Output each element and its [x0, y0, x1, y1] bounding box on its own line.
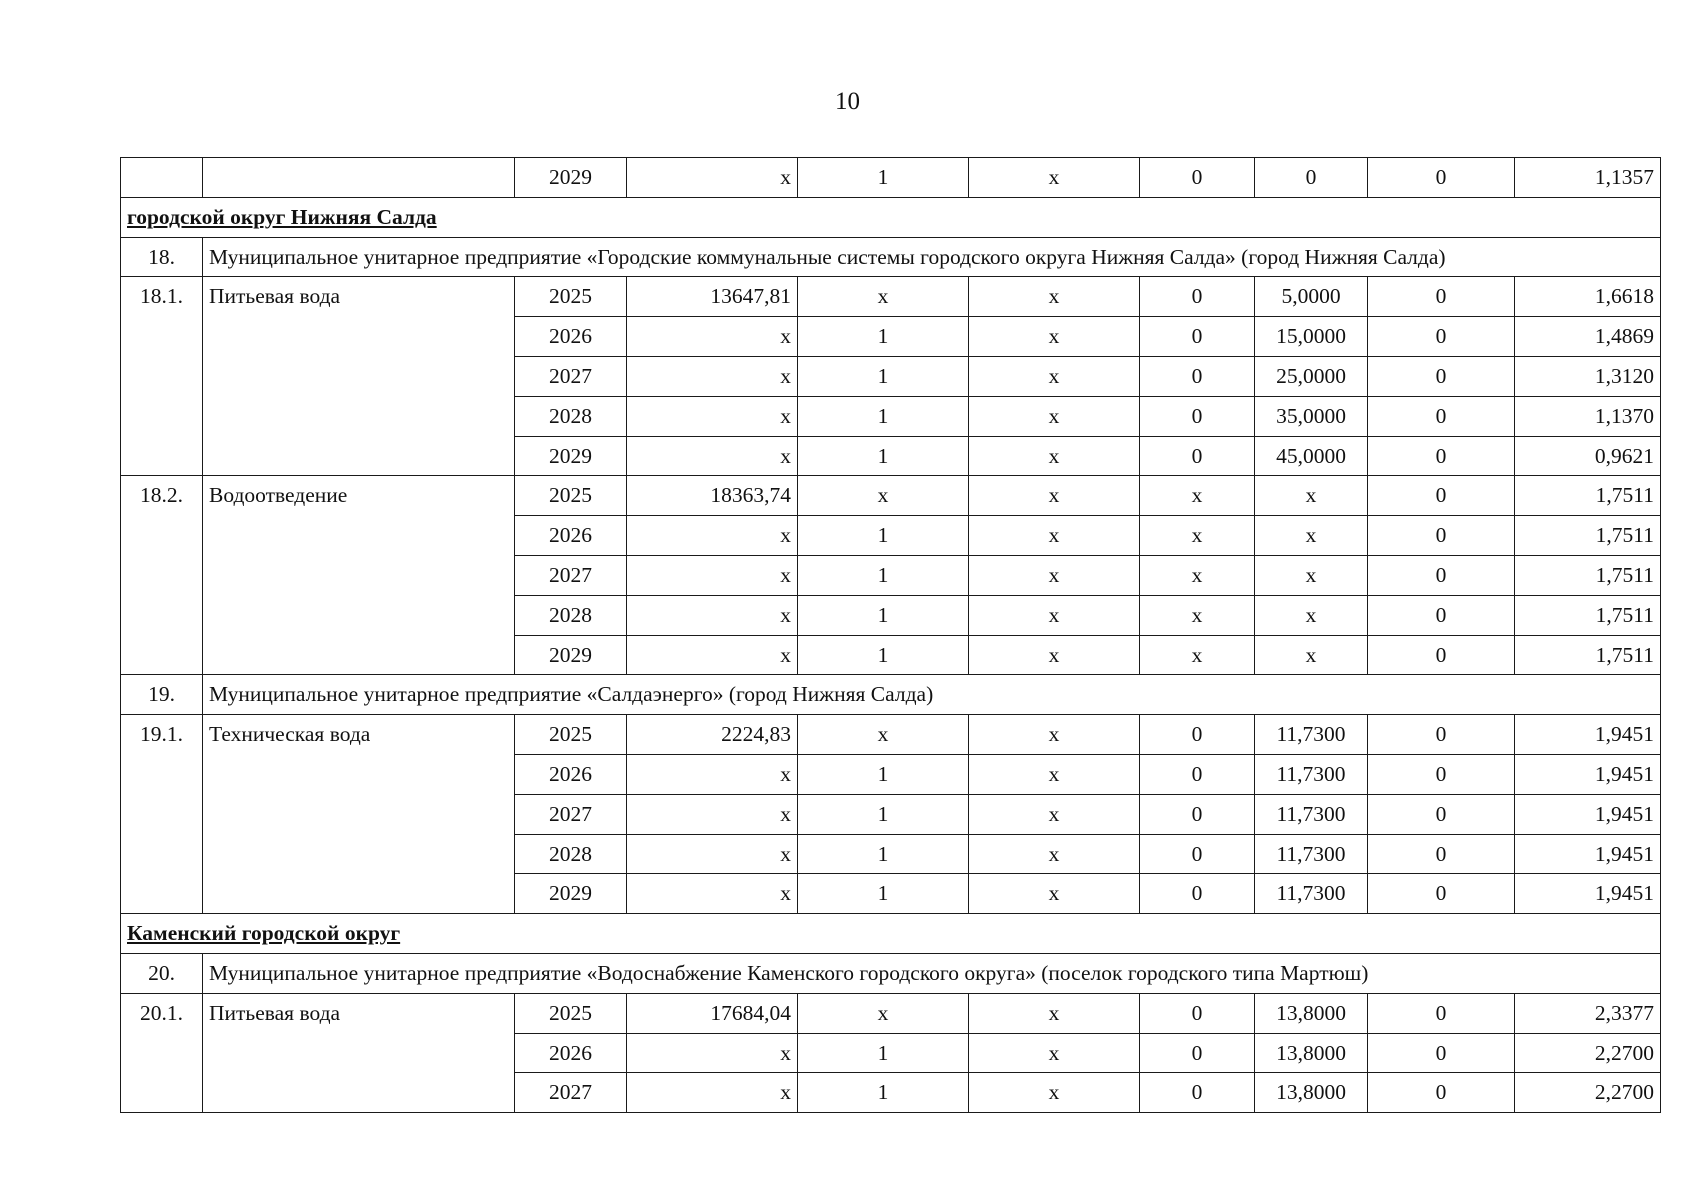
tariff-table: [120, 157, 1661, 1113]
row-number: 18.2.: [121, 476, 203, 675]
cell-year: 2027: [515, 356, 627, 396]
cell-base-level: х: [627, 794, 798, 834]
cell-losses-level: 0: [1140, 754, 1255, 794]
cell-year: 2026: [515, 1033, 627, 1073]
cell-specific-energy: 0: [1368, 595, 1515, 635]
row-number: 19.: [121, 675, 203, 715]
service-name: Питьевая вода: [203, 993, 515, 1112]
cell-rate-index: 1,9451: [1515, 834, 1661, 874]
cell-rate-index: 1,9451: [1515, 715, 1661, 755]
organization-name: Муниципальное унитарное предприятие «Салдаэнерго» (город Нижняя Салда): [203, 675, 1661, 715]
cell-rate-index: 1,7511: [1515, 555, 1661, 595]
cell-efficiency-index: 1: [798, 754, 969, 794]
cell-reliability-level: х: [969, 356, 1140, 396]
organization-row: [121, 953, 1661, 993]
cell-year: 2028: [515, 595, 627, 635]
cell-year: 2026: [515, 317, 627, 357]
cell-efficiency-index: 1: [798, 1073, 969, 1113]
cell-base-level: х: [627, 834, 798, 874]
cell-base-level: х: [627, 754, 798, 794]
cell-rate-index: 1,6618: [1515, 277, 1661, 317]
cell-energy-efficiency: х: [1255, 635, 1368, 675]
cell-reliability-level: х: [969, 635, 1140, 675]
cell-losses-level: 0: [1140, 1033, 1255, 1073]
cell-reliability-level: х: [969, 715, 1140, 755]
cell-year: 2029: [515, 874, 627, 914]
cell-energy-efficiency: 11,7300: [1255, 834, 1368, 874]
cell-losses-level: 0: [1140, 317, 1255, 357]
cell-specific-energy: 0: [1368, 277, 1515, 317]
cell-reliability-level: х: [969, 993, 1140, 1033]
cell-losses-level: 0: [1140, 794, 1255, 834]
cell-rate-index: 1,7511: [1515, 595, 1661, 635]
organization-name: Муниципальное унитарное предприятие «Водоснабжение Каменского городского округа» (поселок городского типа Мартюш): [203, 953, 1661, 993]
table-row: [121, 993, 1661, 1033]
cell-losses-level: х: [1140, 555, 1255, 595]
cell-specific-energy: 0: [1368, 834, 1515, 874]
cell-base-level: х: [627, 396, 798, 436]
cell-year: 2025: [515, 715, 627, 755]
cell-efficiency-index: 1: [798, 158, 969, 198]
cell-year: 2028: [515, 834, 627, 874]
table-body: [121, 158, 1661, 1113]
cell-rate-index: 1,3120: [1515, 356, 1661, 396]
cell-losses-level: 0: [1140, 993, 1255, 1033]
cell-specific-energy: 0: [1368, 874, 1515, 914]
cell-specific-energy: 0: [1368, 635, 1515, 675]
cell-efficiency-index: 1: [798, 635, 969, 675]
service-name: Питьевая вода: [203, 277, 515, 476]
cell-reliability-level: х: [969, 1073, 1140, 1113]
cell-losses-level: х: [1140, 476, 1255, 516]
cell-rate-index: 1,7511: [1515, 476, 1661, 516]
cell-energy-efficiency: 11,7300: [1255, 794, 1368, 834]
cell-reliability-level: х: [969, 277, 1140, 317]
cell-efficiency-index: 1: [798, 436, 969, 476]
cell-losses-level: 0: [1140, 356, 1255, 396]
cell-rate-index: 1,7511: [1515, 516, 1661, 556]
row-number: 19.1.: [121, 715, 203, 914]
cell-base-level: х: [627, 158, 798, 198]
cell-efficiency-index: 1: [798, 317, 969, 357]
cell-base-level: х: [627, 635, 798, 675]
cell-reliability-level: х: [969, 396, 1140, 436]
cell-reliability-level: х: [969, 754, 1140, 794]
cell-reliability-level: х: [969, 794, 1140, 834]
organization-row: [121, 675, 1661, 715]
cell-specific-energy: 0: [1368, 794, 1515, 834]
cell-losses-level: 0: [1140, 277, 1255, 317]
cell-reliability-level: х: [969, 516, 1140, 556]
cell-specific-energy: 0: [1368, 516, 1515, 556]
cell-rate-index: 2,2700: [1515, 1073, 1661, 1113]
cell-specific-energy: 0: [1368, 993, 1515, 1033]
cell-energy-efficiency: 35,0000: [1255, 396, 1368, 436]
cell-losses-level: х: [1140, 516, 1255, 556]
cell-energy-efficiency: 15,0000: [1255, 317, 1368, 357]
cell-efficiency-index: 1: [798, 1033, 969, 1073]
cell-base-level: 17684,04: [627, 993, 798, 1033]
service-name: Водоотведение: [203, 476, 515, 675]
cell-efficiency-index: 1: [798, 794, 969, 834]
cell-efficiency-index: х: [798, 993, 969, 1033]
cell-base-level: х: [627, 436, 798, 476]
cell-rate-index: 2,2700: [1515, 1033, 1661, 1073]
service-name: [203, 158, 515, 198]
cell-efficiency-index: 1: [798, 834, 969, 874]
cell-efficiency-index: х: [798, 715, 969, 755]
row-number: 20.: [121, 953, 203, 993]
cell-reliability-level: х: [969, 1033, 1140, 1073]
cell-losses-level: х: [1140, 595, 1255, 635]
cell-energy-efficiency: 13,8000: [1255, 993, 1368, 1033]
cell-base-level: х: [627, 874, 798, 914]
page-number: 10: [835, 88, 860, 115]
table-row: [121, 158, 1661, 198]
cell-year: 2029: [515, 158, 627, 198]
cell-efficiency-index: 1: [798, 396, 969, 436]
section-row: [121, 197, 1661, 237]
cell-base-level: х: [627, 317, 798, 357]
cell-base-level: 18363,74: [627, 476, 798, 516]
cell-reliability-level: х: [969, 595, 1140, 635]
cell-energy-efficiency: 11,7300: [1255, 754, 1368, 794]
organization-row: [121, 237, 1661, 277]
cell-energy-efficiency: 25,0000: [1255, 356, 1368, 396]
cell-specific-energy: 0: [1368, 1073, 1515, 1113]
section-title: Каменский городской округ: [121, 914, 1661, 954]
cell-rate-index: 0,9621: [1515, 436, 1661, 476]
cell-reliability-level: х: [969, 436, 1140, 476]
cell-base-level: 13647,81: [627, 277, 798, 317]
cell-losses-level: 0: [1140, 874, 1255, 914]
cell-losses-level: х: [1140, 635, 1255, 675]
cell-losses-level: 0: [1140, 436, 1255, 476]
cell-rate-index: 2,3377: [1515, 993, 1661, 1033]
cell-base-level: х: [627, 356, 798, 396]
cell-rate-index: 1,7511: [1515, 635, 1661, 675]
cell-losses-level: 0: [1140, 715, 1255, 755]
cell-year: 2025: [515, 277, 627, 317]
cell-year: 2025: [515, 476, 627, 516]
cell-specific-energy: 0: [1368, 317, 1515, 357]
row-number: 20.1.: [121, 993, 203, 1112]
cell-specific-energy: 0: [1368, 158, 1515, 198]
cell-losses-level: 0: [1140, 834, 1255, 874]
cell-efficiency-index: 1: [798, 555, 969, 595]
row-number: [121, 158, 203, 198]
cell-reliability-level: х: [969, 555, 1140, 595]
organization-name: Муниципальное унитарное предприятие «Городские коммунальные системы городского округа Нижняя Салда» (город Нижняя Салда): [203, 237, 1661, 277]
cell-specific-energy: 0: [1368, 356, 1515, 396]
cell-reliability-level: х: [969, 874, 1140, 914]
table-row: [121, 476, 1661, 516]
cell-efficiency-index: х: [798, 476, 969, 516]
cell-year: 2025: [515, 993, 627, 1033]
cell-rate-index: 1,1357: [1515, 158, 1661, 198]
cell-year: 2028: [515, 396, 627, 436]
cell-specific-energy: 0: [1368, 436, 1515, 476]
cell-energy-efficiency: 0: [1255, 158, 1368, 198]
cell-base-level: х: [627, 555, 798, 595]
cell-energy-efficiency: 5,0000: [1255, 277, 1368, 317]
service-name: Техническая вода: [203, 715, 515, 914]
cell-energy-efficiency: х: [1255, 595, 1368, 635]
cell-efficiency-index: 1: [798, 595, 969, 635]
table-row: [121, 277, 1661, 317]
cell-specific-energy: 0: [1368, 1033, 1515, 1073]
cell-year: 2027: [515, 1073, 627, 1113]
cell-efficiency-index: х: [798, 277, 969, 317]
cell-base-level: х: [627, 1073, 798, 1113]
cell-base-level: 2224,83: [627, 715, 798, 755]
cell-specific-energy: 0: [1368, 476, 1515, 516]
cell-energy-efficiency: 13,8000: [1255, 1073, 1368, 1113]
cell-energy-efficiency: х: [1255, 476, 1368, 516]
cell-rate-index: 1,9451: [1515, 794, 1661, 834]
cell-specific-energy: 0: [1368, 396, 1515, 436]
cell-year: 2027: [515, 555, 627, 595]
cell-energy-efficiency: х: [1255, 555, 1368, 595]
cell-losses-level: 0: [1140, 396, 1255, 436]
cell-specific-energy: 0: [1368, 754, 1515, 794]
cell-reliability-level: х: [969, 317, 1140, 357]
cell-year: 2029: [515, 436, 627, 476]
cell-base-level: х: [627, 516, 798, 556]
cell-base-level: х: [627, 1033, 798, 1073]
cell-rate-index: 1,9451: [1515, 754, 1661, 794]
section-row: [121, 914, 1661, 954]
cell-base-level: х: [627, 595, 798, 635]
table-row: [121, 715, 1661, 755]
cell-year: 2029: [515, 635, 627, 675]
row-number: 18.: [121, 237, 203, 277]
cell-energy-efficiency: х: [1255, 516, 1368, 556]
cell-rate-index: 1,9451: [1515, 874, 1661, 914]
cell-efficiency-index: 1: [798, 356, 969, 396]
cell-losses-level: 0: [1140, 158, 1255, 198]
cell-year: 2026: [515, 516, 627, 556]
cell-energy-efficiency: 13,8000: [1255, 1033, 1368, 1073]
cell-energy-efficiency: 11,7300: [1255, 874, 1368, 914]
cell-energy-efficiency: 11,7300: [1255, 715, 1368, 755]
cell-reliability-level: х: [969, 158, 1140, 198]
cell-year: 2027: [515, 794, 627, 834]
cell-specific-energy: 0: [1368, 715, 1515, 755]
cell-efficiency-index: 1: [798, 874, 969, 914]
row-number: 18.1.: [121, 277, 203, 476]
cell-rate-index: 1,1370: [1515, 396, 1661, 436]
cell-rate-index: 1,4869: [1515, 317, 1661, 357]
cell-efficiency-index: 1: [798, 516, 969, 556]
cell-energy-efficiency: 45,0000: [1255, 436, 1368, 476]
cell-year: 2026: [515, 754, 627, 794]
cell-reliability-level: х: [969, 476, 1140, 516]
cell-reliability-level: х: [969, 834, 1140, 874]
cell-specific-energy: 0: [1368, 555, 1515, 595]
section-title: городской округ Нижняя Салда: [121, 197, 1661, 237]
cell-losses-level: 0: [1140, 1073, 1255, 1113]
